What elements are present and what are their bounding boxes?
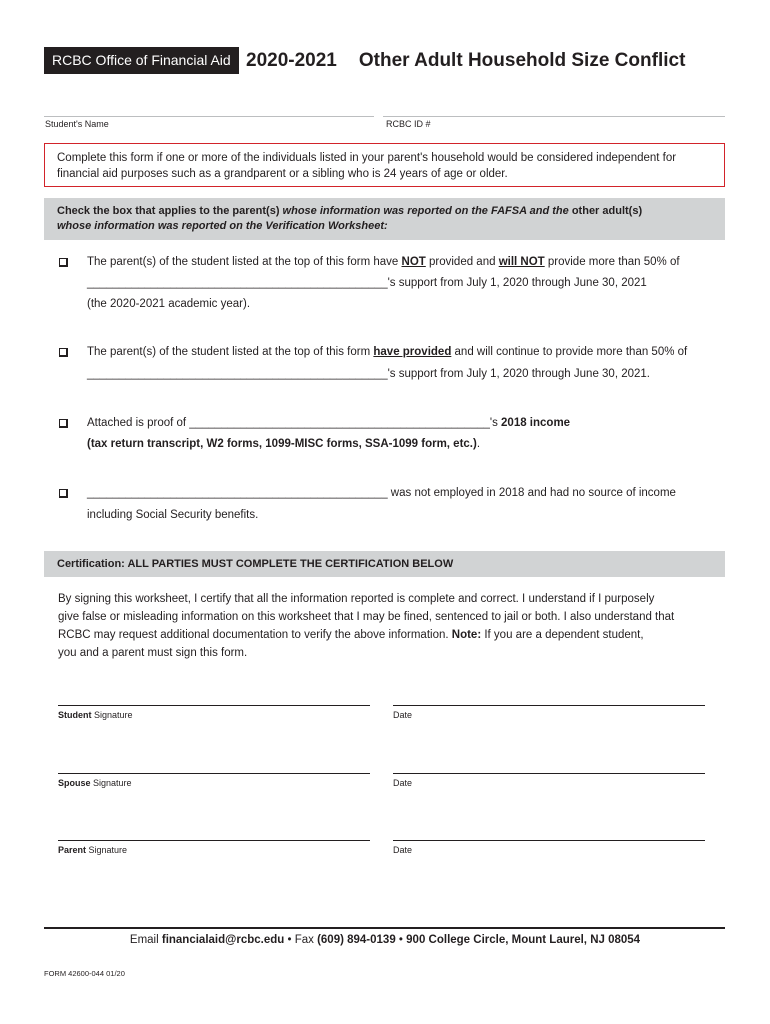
student-date-line[interactable] [393,705,705,706]
option-1-support-line[interactable]: _______________________________________________'s support from July 1, 2020 through June 30, 2021 [87,277,647,289]
instructions-italic: whose information was reported on the FAFSA and the [282,205,569,217]
option-1-text: The parent(s) of the student listed at the top of this form have NOT provided and will NOT provide more than 50% of [87,256,680,268]
spouse-date-label: Date [393,778,413,788]
option-2-text: The parent(s) of the student listed at the top of this form have provided and will continue to provide more than 50% of [87,346,688,358]
spouse-date-line[interactable] [393,773,705,774]
parent-date-line[interactable] [393,840,705,841]
instructions-text: Check the box that applies to the parent(s) [57,205,283,217]
instructions-notice [44,143,725,187]
student-name-label: Student's Name [45,119,109,129]
option-1-academic-year: (the 2020-2021 academic year). [87,298,251,310]
email-link[interactable]: financialaid@rcbc.edu [161,934,285,946]
student-signature-label: Student Signature [58,710,133,720]
form-title-text: Other Adult Household Size Conflict [358,50,686,71]
option-4-text[interactable]: _______________________________________________ was not employed in 2018 and had no source of income [87,487,676,499]
student-name-line[interactable] [44,116,374,117]
academic-year: 2020-2021 [246,50,337,71]
parent-date-label: Date [393,845,413,855]
option-3-text: Attached is proof of _______________________________________________'s 2018 income [87,417,571,429]
spouse-signature-line[interactable] [58,773,370,774]
instructions-text: other adult(s) [568,205,643,217]
footer-divider [44,927,725,929]
spouse-signature-label: Spouse Signature [58,778,132,788]
footer-contact: Email financialaid@rcbc.edu • Fax (609) 894-0139 • 900 College Circle, Mount Laurel, NJ 08054 [129,934,641,946]
option-2-checkbox[interactable] [59,348,68,357]
form-title [246,47,685,74]
notice-line: financial aid purposes such as a grandparent or a sibling who is 24 years of age or older. [57,168,508,180]
parent-signature-line[interactable] [58,840,370,841]
certification-bar: Certification: ALL PARTIES MUST COMPLETE THE CERTIFICATION BELOW [44,551,725,577]
instructions-italic: whose information was reported on the Verification Worksheet: [57,220,388,232]
option-1-checkbox[interactable] [59,258,68,267]
student-date-label: Date [393,710,413,720]
checkbox-instructions-bar [44,198,725,240]
parent-signature-label: Parent Signature [58,845,128,855]
student-signature-line[interactable] [58,705,370,706]
rcbc-id-label: RCBC ID # [386,119,431,129]
option-3-checkbox[interactable] [59,419,68,428]
option-4-text-cont: including Social Security benefits. [87,509,259,521]
option-4-checkbox[interactable] [59,489,68,498]
certification-statement: By signing this worksheet, I certify that all the information reported is complete and correct. I understand if I purposely give false or misleading information on this worksheet that I may be fined, sentenced to jail or both. I also understand that RCBC may request additional documentation to verify the above information. Note: If you are a dependent student, you and a parent must sign this form. [58,593,675,659]
option-2-support-line[interactable]: _______________________________________________'s support from July 1, 2020 through June 30, 2021. [87,368,650,380]
option-3-proof-list: (tax return transcript, W2 forms, 1099-MISC forms, SSA-1099 form, etc.). [87,438,481,450]
form-id: FORM 42600-044 01/20 [44,969,125,978]
office-badge: RCBC Office of Financial Aid [44,47,239,74]
rcbc-id-line[interactable] [383,116,725,117]
notice-line: Complete this form if one or more of the individuals listed in your parent's household would be considered independent for [57,152,677,164]
